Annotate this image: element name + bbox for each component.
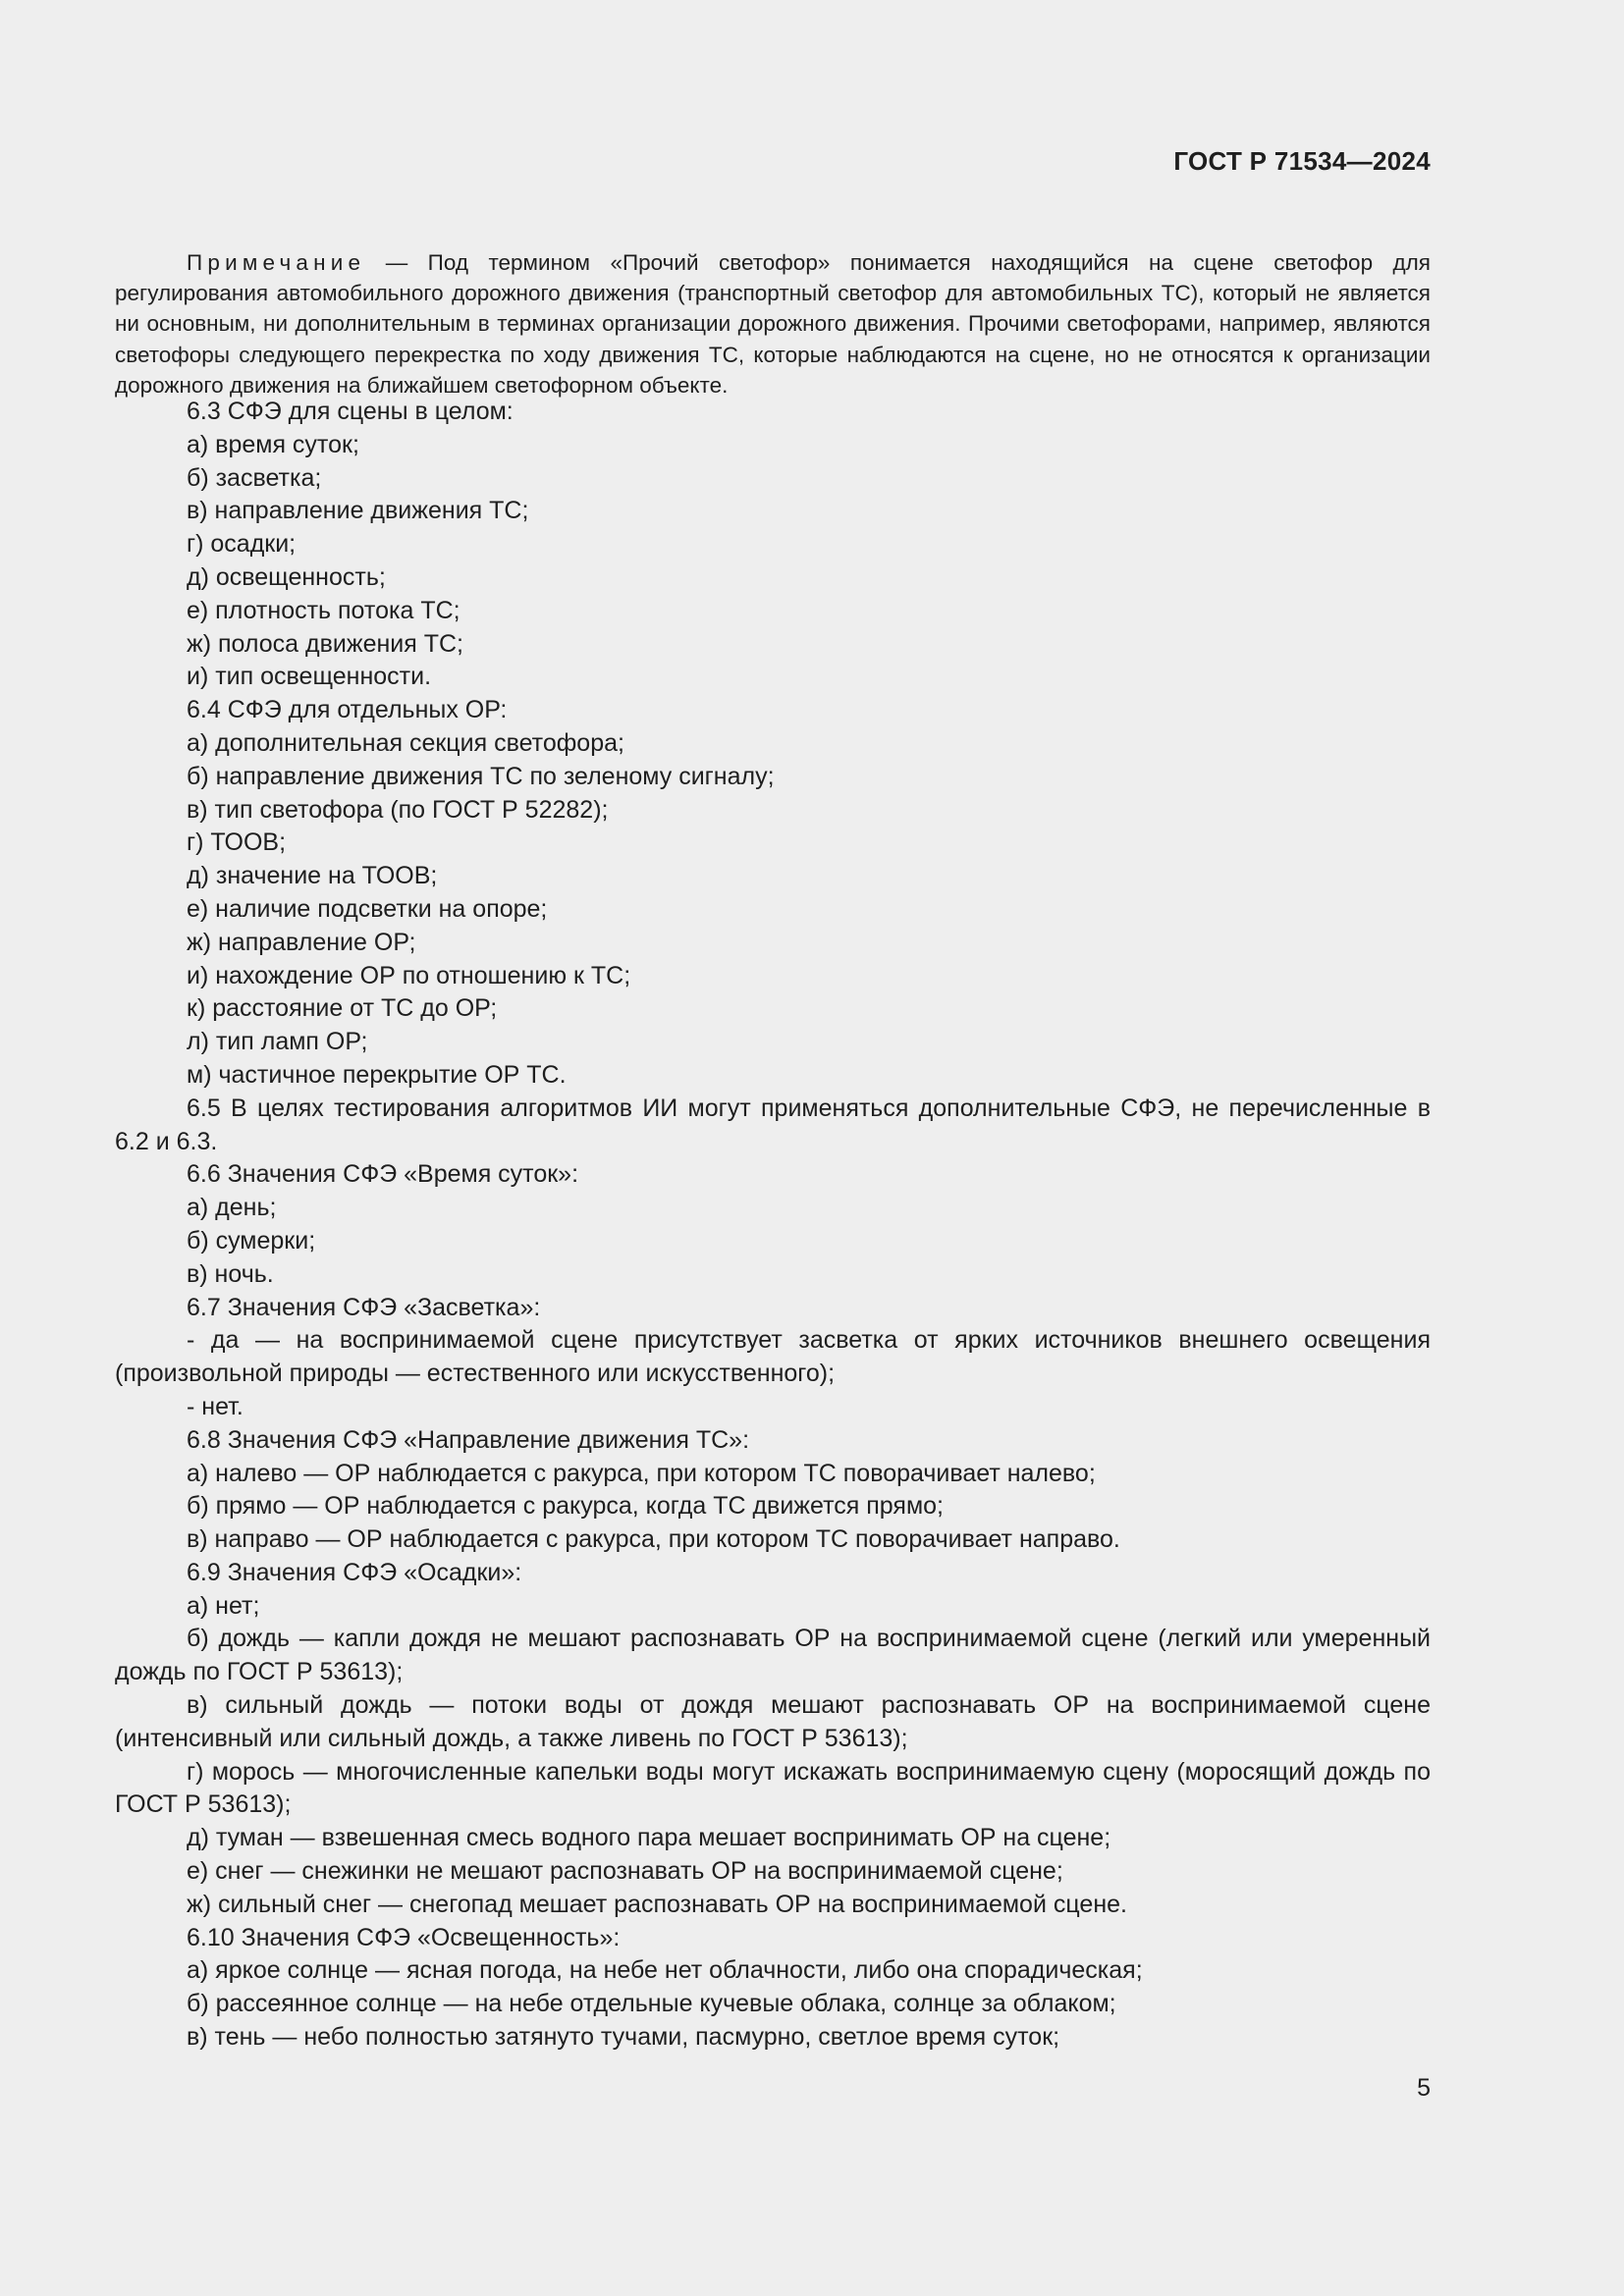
text-line: и) тип освещенности. bbox=[187, 663, 432, 691]
page-number: 5 bbox=[1417, 2074, 1431, 2102]
text-line: б) дождь — капли дождя не мешают распознавать ОР на воспринимаемой сцене (легкий или умеренный дождь по ГОСТ Р 53613); bbox=[115, 1625, 1431, 1686]
text-line: а) день; bbox=[187, 1194, 277, 1222]
text-line: а) дополнительная секция светофора; bbox=[187, 728, 624, 757]
text-line: б) прямо — ОР наблюдается с ракурса, когда ТС движется прямо; bbox=[187, 1492, 944, 1521]
text-line: - да — на воспринимаемой сцене присутствует засветка от ярких источников внешнего освещения (произвольной природы — естественного или искусственного); bbox=[115, 1326, 1431, 1388]
text-line: д) освещенность; bbox=[187, 562, 386, 591]
text-line: ж) сильный снег — снегопад мешает распознавать ОР на воспринимаемой сцене. bbox=[187, 1890, 1127, 1918]
text-line: в) тип светофора (по ГОСТ Р 52282); bbox=[187, 795, 609, 824]
text-line: к) расстояние от ТС до ОР; bbox=[187, 994, 498, 1023]
text-line: е) снег — снежинки не мешают распознавать ОР на воспринимаемой сцене; bbox=[187, 1857, 1063, 1886]
text-line: в) сильный дождь — потоки воды от дождя мешают распознавать ОР на воспринимаемой сцене (интенсивный или сильный дождь, а также ливень по ГОСТ Р 53613); bbox=[115, 1691, 1431, 1752]
text-line: ж) полоса движения ТС; bbox=[187, 629, 463, 658]
text-line: ж) направление ОР; bbox=[187, 928, 416, 956]
text-line: а) время суток; bbox=[187, 430, 359, 458]
text-line: д) значение на ТООВ; bbox=[187, 862, 438, 890]
text-line: 6.5 В целях тестирования алгоритмов ИИ могут применяться дополнительные СФЭ, не перечисленные в 6.2 и 6.3. bbox=[115, 1094, 1431, 1155]
text-line: е) плотность потока ТС; bbox=[187, 596, 460, 624]
text-line: д) туман — взвешенная смесь водного пара мешает воспринимать ОР на сцене; bbox=[187, 1824, 1111, 1852]
text-line: е) наличие подсветки на опоре; bbox=[187, 894, 548, 923]
text-line: а) нет; bbox=[187, 1591, 260, 1620]
text-line: - нет. bbox=[187, 1392, 244, 1420]
text-line: 6.3 СФЭ для сцены в целом: bbox=[187, 398, 514, 425]
text-line: 6.4 СФЭ для отдельных ОР: bbox=[187, 696, 508, 724]
text-line: б) направление движения ТС по зеленому сигналу; bbox=[187, 762, 775, 790]
text-line: в) ночь. bbox=[187, 1259, 274, 1288]
note-text: — Под термином «Прочий светофор» понимается находящийся на сцене светофор для регулирования автомобильного дорожного движения (транспортный светофор для автомобильных ТС), который не является ни основным, ни дополнительным в терминах организации дорожного движения. Прочими светофорами, например, являются светофоры следующего перекрестка по ходу движения ТС, которые наблюдаются на сцене, но не относятся к организации дорожного движения на ближайшем светофорном объекте. bbox=[115, 249, 1431, 399]
text-line: б) рассеянное солнце — на небе отдельные кучевые облака, солнце за облаком; bbox=[187, 1990, 1116, 2018]
text-line: б) засветка; bbox=[187, 463, 322, 492]
document-body bbox=[115, 396, 1431, 2055]
text-line: б) сумерки; bbox=[187, 1226, 316, 1255]
text-line: 6.7 Значения СФЭ «Засветка»: bbox=[187, 1293, 541, 1321]
text-line: а) налево — ОР наблюдается с ракурса, при котором ТС поворачивает налево; bbox=[187, 1459, 1096, 1487]
text-line: 6.6 Значения СФЭ «Время суток»: bbox=[187, 1160, 579, 1189]
text-line: 6.10 Значения СФЭ «Освещенность»: bbox=[187, 1923, 621, 1951]
note-label: Примечание bbox=[187, 249, 366, 275]
text-line: л) тип ламп ОР; bbox=[187, 1028, 368, 1056]
document-header: ГОСТ Р 71534—2024 bbox=[1173, 146, 1431, 176]
text-line: 6.8 Значения СФЭ «Направление движения ТС»: bbox=[187, 1425, 750, 1454]
text-line: в) направо — ОР наблюдается с ракурса, при котором ТС поворачивает направо. bbox=[187, 1525, 1120, 1554]
text-line: в) направление движения ТС; bbox=[187, 497, 529, 525]
text-line: 6.9 Значения СФЭ «Осадки»: bbox=[187, 1558, 522, 1586]
text-line: г) ТООВ; bbox=[187, 828, 287, 857]
text-line: м) частичное перекрытие ОР ТС. bbox=[187, 1060, 567, 1089]
text-line: и) нахождение ОР по отношению к ТС; bbox=[187, 961, 631, 989]
text-line: а) яркое солнце — ясная погода, на небе нет облачности, либо она спорадическая; bbox=[187, 1956, 1143, 1985]
note-paragraph bbox=[115, 247, 1431, 401]
text-line: в) тень — небо полностью затянуто тучами, пасмурно, светлое время суток; bbox=[187, 2023, 1060, 2052]
text-line: г) морось — многочисленные капельки воды могут искажать воспринимаемую сцену (моросящий дождь по ГОСТ Р 53613); bbox=[115, 1757, 1431, 1819]
text-line: г) осадки; bbox=[187, 530, 297, 559]
